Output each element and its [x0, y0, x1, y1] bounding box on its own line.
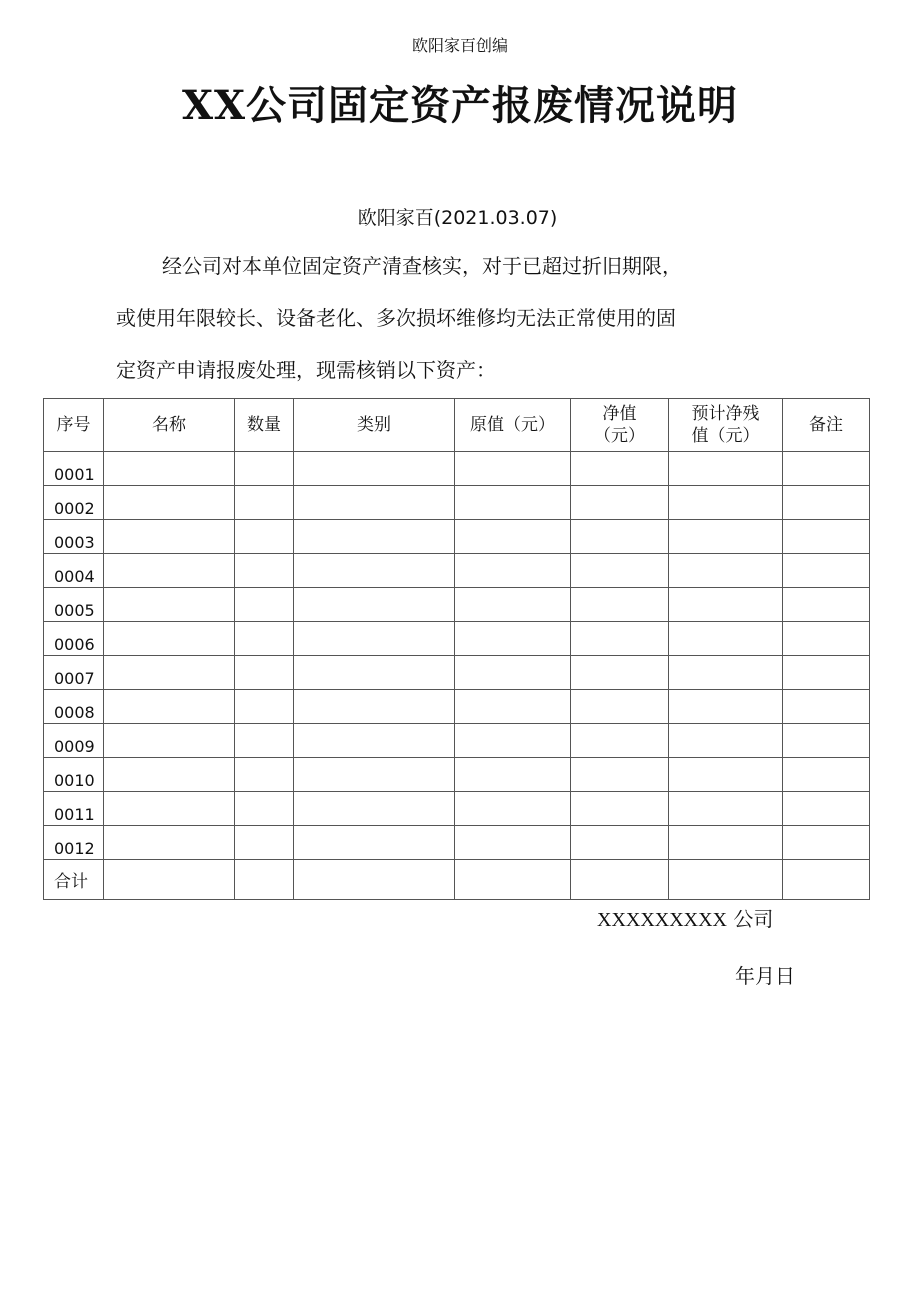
row-category-cell — [294, 622, 455, 656]
row-original-cell — [455, 520, 571, 554]
row-residual-cell — [669, 520, 783, 554]
row-original-cell — [455, 690, 571, 724]
row-qty-cell — [235, 724, 294, 758]
row-net-cell — [571, 656, 669, 690]
row-remarks-cell — [783, 792, 870, 826]
header-qty: 数量 — [235, 399, 294, 452]
row-original-cell — [455, 554, 571, 588]
row-category-cell — [294, 656, 455, 690]
row-net-cell — [571, 792, 669, 826]
row-net-cell — [571, 622, 669, 656]
row-name-cell — [104, 792, 235, 826]
row-qty-cell — [235, 622, 294, 656]
row-residual-cell — [669, 588, 783, 622]
company-suffix: 公司 — [733, 907, 774, 931]
row-remarks-cell — [783, 826, 870, 860]
row-qty-cell — [235, 588, 294, 622]
paragraph-line-1: 经公司对本单位固定资产清查核实，对于已超过折旧期限， — [162, 254, 682, 278]
row-category-cell — [294, 486, 455, 520]
table-row — [44, 554, 870, 588]
row-seq-number: 0002 — [44, 486, 104, 520]
row-qty-cell — [235, 656, 294, 690]
row-remarks-cell — [783, 656, 870, 690]
row-category-cell — [294, 520, 455, 554]
row-remarks-cell — [783, 520, 870, 554]
row-name-cell — [104, 452, 235, 486]
row-name-cell — [104, 656, 235, 690]
row-residual-cell — [669, 758, 783, 792]
row-remarks-cell — [783, 622, 870, 656]
row-net-cell — [571, 826, 669, 860]
row-seq-number: 0003 — [44, 520, 104, 554]
row-net-cell — [571, 486, 669, 520]
header-category: 类别 — [294, 399, 455, 452]
total-category-cell — [294, 860, 455, 900]
row-name-cell — [104, 486, 235, 520]
row-category-cell — [294, 690, 455, 724]
row-net-cell — [571, 724, 669, 758]
row-residual-cell — [669, 622, 783, 656]
row-residual-cell — [669, 724, 783, 758]
row-original-cell — [455, 758, 571, 792]
row-net-cell — [571, 554, 669, 588]
row-original-cell — [455, 724, 571, 758]
row-seq-number: 0009 — [44, 724, 104, 758]
table-row — [44, 486, 870, 520]
row-original-cell — [455, 622, 571, 656]
row-residual-cell — [669, 554, 783, 588]
total-original-cell — [455, 860, 571, 900]
row-original-cell — [455, 588, 571, 622]
row-qty-cell — [235, 690, 294, 724]
row-seq-number: 0007 — [44, 656, 104, 690]
table-row — [44, 452, 870, 486]
row-category-cell — [294, 452, 455, 486]
total-row — [44, 860, 870, 900]
row-seq-number: 0004 — [44, 554, 104, 588]
row-seq-number: 0010 — [44, 758, 104, 792]
total-net-cell — [571, 860, 669, 900]
row-seq-number: 0001 — [44, 452, 104, 486]
row-residual-cell — [669, 690, 783, 724]
row-qty-cell — [235, 452, 294, 486]
table-row — [44, 792, 870, 826]
row-category-cell — [294, 826, 455, 860]
row-category-cell — [294, 792, 455, 826]
total-residual-cell — [669, 860, 783, 900]
row-original-cell — [455, 656, 571, 690]
total-qty-cell — [235, 860, 294, 900]
row-remarks-cell — [783, 724, 870, 758]
row-original-cell — [455, 826, 571, 860]
row-residual-cell — [669, 452, 783, 486]
row-qty-cell — [235, 486, 294, 520]
document-title: XX公司固定资产报废情况说明 — [181, 82, 739, 129]
row-remarks-cell — [783, 690, 870, 724]
row-residual-cell — [669, 656, 783, 690]
header-remarks: 备注 — [783, 399, 870, 452]
header-original-value: 原值（元） — [455, 399, 571, 452]
row-category-cell — [294, 588, 455, 622]
row-seq-number: 0012 — [44, 826, 104, 860]
table-row — [44, 758, 870, 792]
row-net-cell — [571, 690, 669, 724]
row-qty-cell — [235, 758, 294, 792]
row-remarks-cell — [783, 758, 870, 792]
header-name: 名称 — [104, 399, 235, 452]
row-remarks-cell — [783, 588, 870, 622]
table-row — [44, 690, 870, 724]
company-signature — [597, 903, 773, 932]
row-category-cell — [294, 724, 455, 758]
row-original-cell — [455, 792, 571, 826]
row-qty-cell — [235, 554, 294, 588]
row-name-cell — [104, 758, 235, 792]
row-category-cell — [294, 554, 455, 588]
table-row — [44, 520, 870, 554]
row-name-cell — [104, 724, 235, 758]
row-net-cell — [571, 452, 669, 486]
row-name-cell — [104, 520, 235, 554]
header-net-value: 净值 （元） — [571, 399, 669, 452]
table-row — [44, 622, 870, 656]
row-qty-cell — [235, 826, 294, 860]
paragraph-line-2: 或使用年限较长、设备老化、多次损坏维修均无法正常使用的固 — [116, 306, 676, 330]
row-net-cell — [571, 520, 669, 554]
row-net-cell — [571, 758, 669, 792]
row-name-cell — [104, 622, 235, 656]
row-qty-cell — [235, 792, 294, 826]
table-row — [44, 826, 870, 860]
row-net-cell — [571, 588, 669, 622]
row-remarks-cell — [783, 486, 870, 520]
row-remarks-cell — [783, 554, 870, 588]
row-name-cell — [104, 690, 235, 724]
header-seq: 序号 — [44, 399, 104, 452]
company-name-placeholder: XXXXXXXXX — [597, 909, 727, 931]
header-residual-value: 预计净残 值（元） — [669, 399, 783, 452]
paragraph-line-3: 定资产申请报废处理，现需核销以下资产： — [116, 358, 496, 382]
row-residual-cell — [669, 826, 783, 860]
total-remarks-cell — [783, 860, 870, 900]
row-residual-cell — [669, 486, 783, 520]
table-header-row — [44, 399, 870, 452]
row-name-cell — [104, 588, 235, 622]
header-note: 欧阳家百创编 — [411, 36, 508, 55]
row-seq-number: 0006 — [44, 622, 104, 656]
total-name-cell — [104, 860, 235, 900]
row-seq-number: 0008 — [44, 690, 104, 724]
row-original-cell — [455, 452, 571, 486]
row-residual-cell — [669, 792, 783, 826]
asset-table — [43, 398, 870, 900]
row-seq-number: 0005 — [44, 588, 104, 622]
table-row — [44, 724, 870, 758]
row-seq-number: 0011 — [44, 792, 104, 826]
signature-date: 年月日 — [735, 964, 795, 988]
row-original-cell — [455, 486, 571, 520]
row-category-cell — [294, 758, 455, 792]
row-remarks-cell — [783, 452, 870, 486]
row-name-cell — [104, 826, 235, 860]
byline: 欧阳家百(2021.03.07) — [357, 207, 558, 229]
total-label: 合计 — [44, 860, 104, 900]
table-row — [44, 588, 870, 622]
row-name-cell — [104, 554, 235, 588]
row-qty-cell — [235, 520, 294, 554]
table-row — [44, 656, 870, 690]
intro-paragraph — [116, 240, 806, 396]
